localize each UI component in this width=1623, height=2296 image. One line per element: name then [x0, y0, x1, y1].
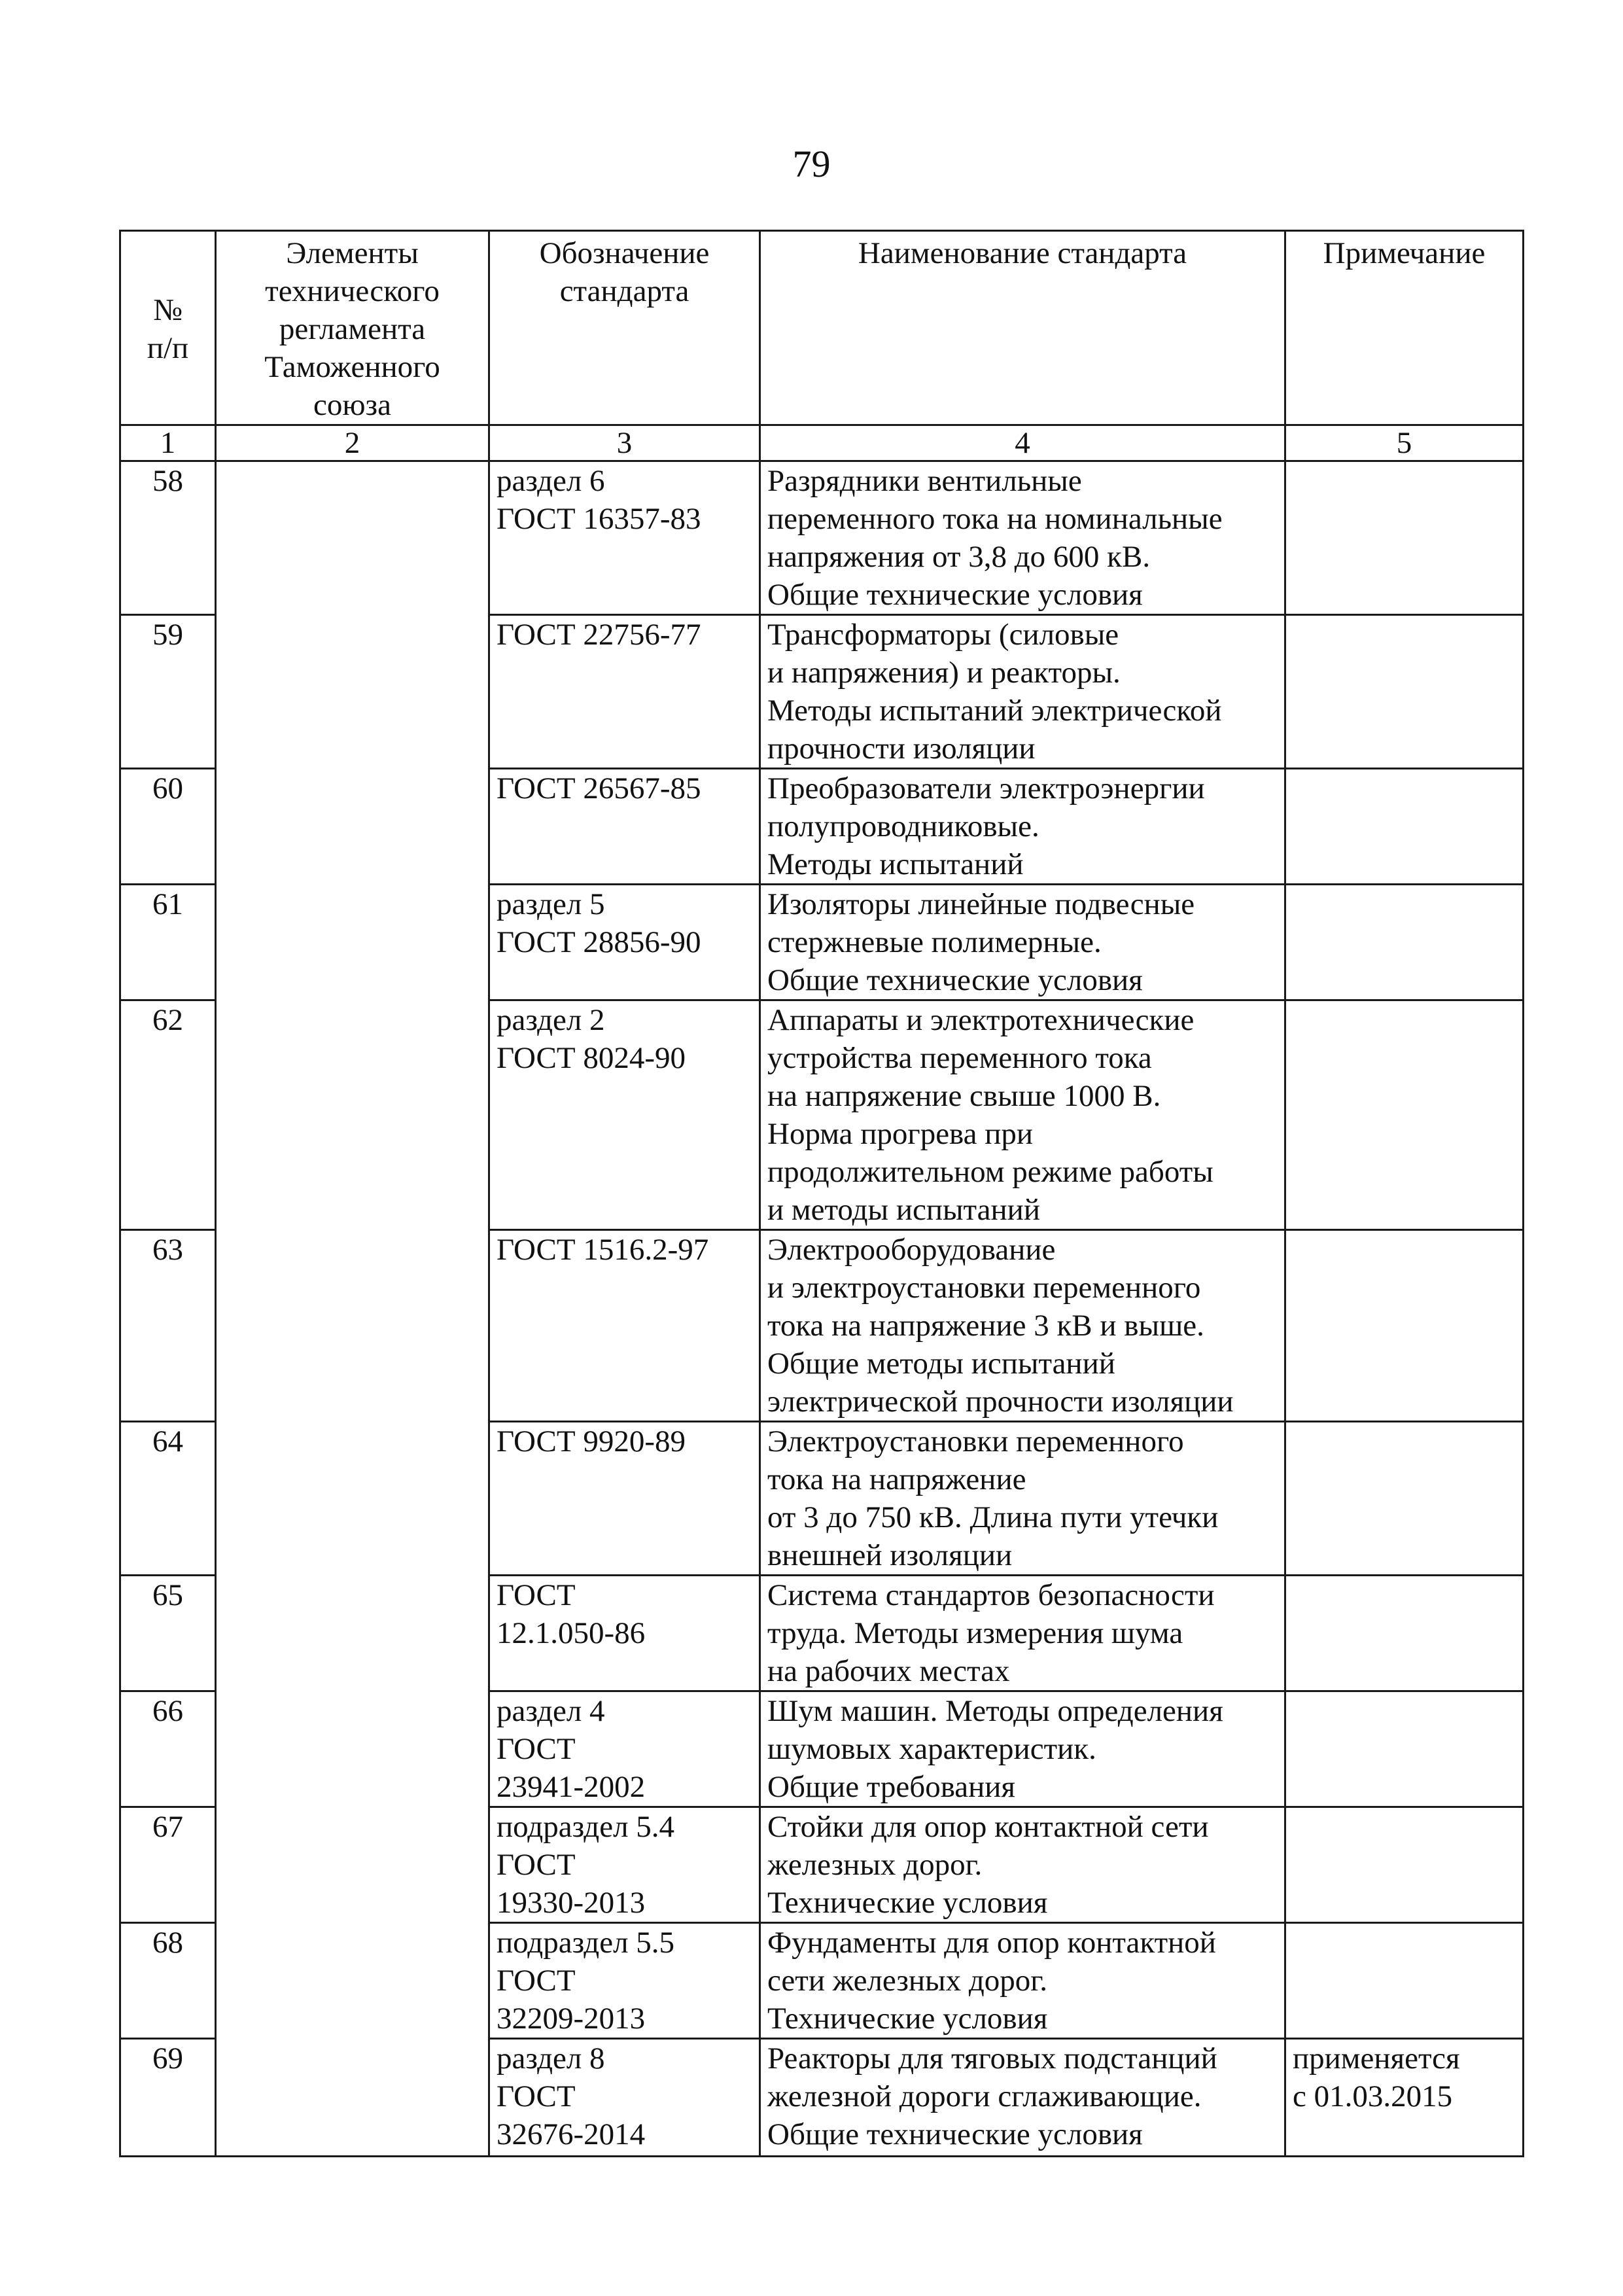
standard-name — [760, 769, 1285, 885]
text-line: Общие методы испытаний — [767, 1347, 1115, 1381]
text-line: Стойки для опор контактной сети — [767, 1810, 1209, 1844]
standard-note — [1285, 1807, 1524, 1923]
text-line: Таможенного — [264, 350, 440, 384]
standards-table — [119, 230, 1524, 2157]
text-line: и электроустановки переменного — [767, 1271, 1201, 1305]
table-row — [120, 461, 1524, 615]
standard-designation — [489, 1576, 760, 1691]
text-line: ГОСТ — [497, 1848, 576, 1882]
text-line: раздел 4 — [497, 1694, 605, 1728]
standard-name — [760, 1000, 1285, 1230]
text-line: Общие требования — [767, 1770, 1016, 1804]
standard-note — [1285, 1422, 1524, 1576]
text-line: раздел 6 — [497, 464, 605, 498]
text-line: союза — [313, 388, 391, 422]
text-line: продолжительном режиме работы — [767, 1155, 1213, 1189]
text-line: Шум машин. Методы определения — [767, 1694, 1223, 1728]
standard-designation — [489, 461, 760, 615]
header-regulation-elements — [216, 231, 489, 425]
standard-name — [760, 1576, 1285, 1691]
regulation-element-cell — [216, 1807, 489, 1923]
row-number: 67 — [120, 1807, 216, 1923]
standard-note — [1285, 1923, 1524, 2039]
standard-designation — [489, 885, 760, 1000]
text-line: Обозначение — [539, 236, 710, 270]
standard-name — [760, 2039, 1285, 2157]
row-number: 64 — [120, 1422, 216, 1576]
text-line: 23941-2002 — [497, 1770, 646, 1804]
header-number — [120, 231, 216, 425]
row-number: 69 — [120, 2039, 216, 2157]
standard-note — [1285, 769, 1524, 885]
text-line: п/п — [147, 331, 189, 365]
table-row — [120, 1807, 1524, 1923]
row-number: 68 — [120, 1923, 216, 2039]
regulation-element-cell — [216, 885, 489, 1000]
text-line: применяется — [1293, 2041, 1460, 2075]
text-line: Преобразователи электроэнергии — [767, 771, 1205, 805]
text-line: Общие технические условия — [767, 578, 1143, 612]
table-body — [120, 461, 1524, 2157]
table-row — [120, 1576, 1524, 1691]
row-number: 61 — [120, 885, 216, 1000]
text-line: Электроустановки переменного — [767, 1424, 1184, 1458]
standard-name — [760, 1923, 1285, 2039]
text-line: с 01.03.2015 — [1293, 2079, 1453, 2113]
text-line: раздел 5 — [497, 887, 605, 921]
text-line: подраздел 5.4 — [497, 1810, 675, 1844]
text-line: Фундаменты для опор контактной — [767, 1926, 1216, 1960]
text-line: стержневые полимерные. — [767, 925, 1102, 959]
column-number: 3 — [489, 425, 760, 461]
text-line: тока на напряжение — [767, 1462, 1026, 1496]
regulation-element-cell — [216, 1576, 489, 1691]
page-number: 79 — [792, 143, 831, 185]
row-number: 58 — [120, 461, 216, 615]
text-line: 12.1.050-86 — [497, 1616, 646, 1650]
text-line: Изоляторы линейные подвесные — [767, 887, 1195, 921]
text-line: труда. Методы измерения шума — [767, 1616, 1183, 1650]
text-line: железной дороги сглаживающие. — [767, 2079, 1202, 2113]
text-line: шумовых характеристик. — [767, 1732, 1096, 1766]
standard-designation — [489, 1807, 760, 1923]
column-number-row — [120, 425, 1524, 461]
standard-name — [760, 1230, 1285, 1422]
text-line: ГОСТ — [497, 1578, 576, 1612]
standard-note — [1285, 1000, 1524, 1230]
standard-note — [1285, 461, 1524, 615]
text-line: Примечание — [1323, 236, 1486, 270]
standard-name — [760, 1691, 1285, 1807]
regulation-element-cell — [216, 1923, 489, 2039]
text-line: ГОСТ 9920-89 — [497, 1424, 686, 1458]
text-line: Общие технические условия — [767, 963, 1143, 997]
regulation-element-cell — [216, 1691, 489, 1807]
text-line: прочности изоляции — [767, 732, 1036, 766]
text-line: Система стандартов безопасности — [767, 1578, 1215, 1612]
regulation-element-cell — [216, 2039, 489, 2157]
row-number: 62 — [120, 1000, 216, 1230]
column-number: 5 — [1285, 425, 1524, 461]
standard-designation — [489, 1923, 760, 2039]
text-line: Общие технические условия — [767, 2117, 1143, 2151]
text-line: № — [153, 293, 183, 327]
row-number: 65 — [120, 1576, 216, 1691]
table-row — [120, 615, 1524, 769]
header-standard-name — [760, 231, 1285, 425]
text-line: и методы испытаний — [767, 1193, 1040, 1227]
regulation-element-cell — [216, 1230, 489, 1422]
standard-note — [1285, 1691, 1524, 1807]
text-line: полупроводниковые. — [767, 809, 1039, 843]
text-line: на рабочих местах — [767, 1654, 1010, 1688]
text-line: ГОСТ 8024-90 — [497, 1041, 686, 1075]
header-note — [1285, 231, 1524, 425]
text-line: ГОСТ 28856-90 — [497, 925, 701, 959]
text-line: стандарта — [559, 274, 689, 308]
standard-name — [760, 461, 1285, 615]
text-line: Методы испытаний электрической — [767, 694, 1222, 728]
text-line: ГОСТ — [497, 1964, 576, 1998]
standard-designation — [489, 2039, 760, 2157]
text-line: на напряжение свыше 1000 В. — [767, 1079, 1161, 1113]
text-line: ГОСТ 1516.2-97 — [497, 1233, 709, 1267]
text-line: 19330-2013 — [497, 1886, 646, 1920]
text-line: Элементы — [286, 236, 419, 270]
row-number: 63 — [120, 1230, 216, 1422]
standard-designation — [489, 769, 760, 885]
standard-note — [1285, 2039, 1524, 2157]
table-row — [120, 1923, 1524, 2039]
regulation-element-cell — [216, 461, 489, 615]
standard-note — [1285, 1576, 1524, 1691]
table-row — [120, 1691, 1524, 1807]
table-row — [120, 2039, 1524, 2157]
table-row — [120, 1230, 1524, 1422]
text-line: ГОСТ — [497, 2079, 576, 2113]
text-line: Норма прогрева при — [767, 1117, 1034, 1151]
standard-name — [760, 1422, 1285, 1576]
table-row — [120, 1422, 1524, 1576]
standard-designation — [489, 1422, 760, 1576]
text-line: ГОСТ — [497, 1732, 576, 1766]
column-number: 4 — [760, 425, 1285, 461]
text-line: тока на напряжение 3 кВ и выше. — [767, 1309, 1204, 1343]
regulation-element-cell — [216, 1422, 489, 1576]
row-number: 59 — [120, 615, 216, 769]
text-line: напряжения от 3,8 до 600 кВ. — [767, 540, 1151, 574]
text-line: ГОСТ 16357-83 — [497, 502, 701, 536]
text-line: подраздел 5.5 — [497, 1926, 675, 1960]
text-line: Разрядники вентильные — [767, 464, 1082, 498]
standard-name — [760, 615, 1285, 769]
text-line: Методы испытаний — [767, 847, 1024, 881]
standard-designation — [489, 615, 760, 769]
text-line: раздел 8 — [497, 2041, 605, 2075]
standard-designation — [489, 1230, 760, 1422]
header-standard-designation — [489, 231, 760, 425]
standard-note — [1285, 1230, 1524, 1422]
text-line: раздел 2 — [497, 1003, 605, 1037]
text-line: Технические условия — [767, 2002, 1048, 2036]
text-line: переменного тока на номинальные — [767, 502, 1223, 536]
standard-note — [1285, 885, 1524, 1000]
column-number: 1 — [120, 425, 216, 461]
standard-name — [760, 1807, 1285, 1923]
text-line: сети железных дорог. — [767, 1964, 1048, 1998]
column-number: 2 — [216, 425, 489, 461]
text-line: устройства переменного тока — [767, 1041, 1152, 1075]
header-row — [120, 231, 1524, 425]
row-number: 60 — [120, 769, 216, 885]
text-line: Трансформаторы (силовые — [767, 618, 1119, 652]
text-line: Аппараты и электротехнические — [767, 1003, 1195, 1037]
standard-designation — [489, 1691, 760, 1807]
row-number: 66 — [120, 1691, 216, 1807]
regulation-element-cell — [216, 615, 489, 769]
regulation-element-cell — [216, 769, 489, 885]
text-line: регламента — [279, 312, 426, 346]
text-line: внешней изоляции — [767, 1538, 1013, 1572]
text-line: ГОСТ 22756-77 — [497, 618, 701, 652]
text-line: технического — [265, 274, 440, 308]
table-row — [120, 769, 1524, 885]
text-line: Электрооборудование — [767, 1233, 1056, 1267]
standard-name — [760, 885, 1285, 1000]
text-line: и напряжения) и реакторы. — [767, 656, 1121, 690]
text-line: Наименование стандарта — [858, 236, 1187, 270]
text-line: Реакторы для тяговых подстанций — [767, 2041, 1217, 2075]
table-row — [120, 1000, 1524, 1230]
table-row — [120, 885, 1524, 1000]
text-line: Технические условия — [767, 1886, 1048, 1920]
text-line: электрической прочности изоляции — [767, 1385, 1234, 1419]
text-line: ГОСТ 26567-85 — [497, 771, 701, 805]
standard-note — [1285, 615, 1524, 769]
text-line: 32676-2014 — [497, 2117, 646, 2151]
text-line: от 3 до 750 кВ. Длина пути утечки — [767, 1500, 1219, 1534]
text-line: 32209-2013 — [497, 2002, 646, 2036]
standard-designation — [489, 1000, 760, 1230]
text-line: железных дорог. — [767, 1848, 983, 1882]
regulation-element-cell — [216, 1000, 489, 1230]
